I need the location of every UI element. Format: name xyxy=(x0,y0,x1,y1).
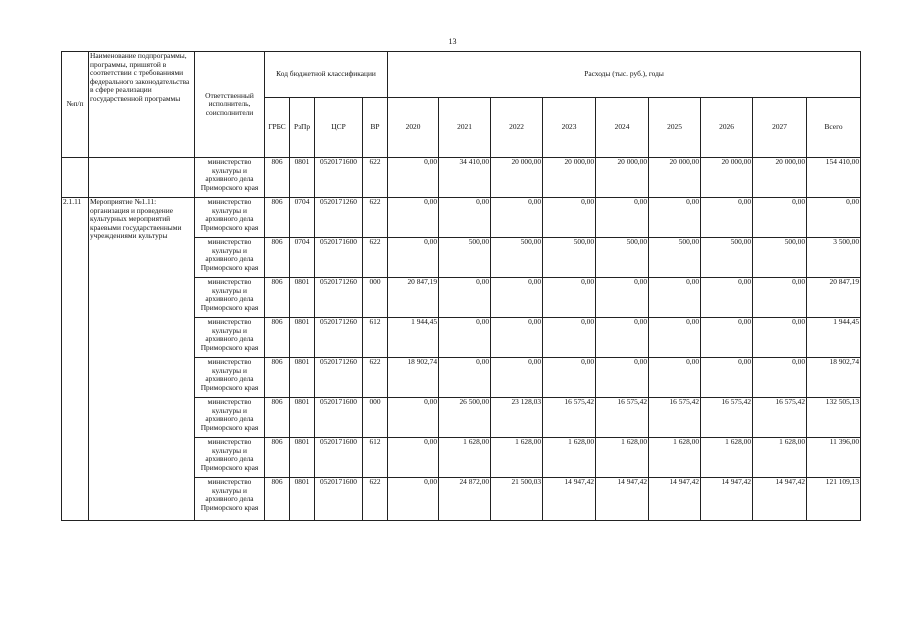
vr-cell: 000 xyxy=(363,278,388,318)
vr-cell: 612 xyxy=(363,318,388,358)
amount-cell: 0,00 xyxy=(596,358,649,398)
amount-cell: 1 628,00 xyxy=(491,438,543,478)
total-cell: 132 505,13 xyxy=(807,398,861,438)
header-year: 2023 xyxy=(543,98,596,158)
csr-cell: 0520171260 xyxy=(315,278,363,318)
grbs-cell: 806 xyxy=(265,198,290,238)
header-executor: Ответственный исполнитель, соисполнители xyxy=(195,52,265,158)
amount-cell: 0,00 xyxy=(701,358,753,398)
vr-cell: 000 xyxy=(363,398,388,438)
total-cell: 121 109,13 xyxy=(807,478,861,521)
grbs-cell: 806 xyxy=(265,478,290,521)
amount-cell: 500,00 xyxy=(596,238,649,278)
item-index: 2.1.11 xyxy=(62,198,89,521)
amount-cell: 24 872,00 xyxy=(439,478,491,521)
csr-cell: 0520171260 xyxy=(315,358,363,398)
amount-cell: 0,00 xyxy=(649,318,701,358)
vr-cell: 622 xyxy=(363,198,388,238)
amount-cell: 0,00 xyxy=(649,278,701,318)
header-number: №п/п xyxy=(62,52,89,158)
executor-cell: министерство культуры и архивного дела Приморского края xyxy=(195,238,265,278)
total-cell: 11 396,00 xyxy=(807,438,861,478)
header-year: 2021 xyxy=(439,98,491,158)
rzpr-cell: 0801 xyxy=(290,398,315,438)
amount-cell: 0,00 xyxy=(596,198,649,238)
csr-cell: 0520171600 xyxy=(315,478,363,521)
vr-cell: 612 xyxy=(363,438,388,478)
amount-cell: 0,00 xyxy=(649,358,701,398)
rzpr-cell: 0801 xyxy=(290,478,315,521)
amount-cell: 20 847,19 xyxy=(388,278,439,318)
total-cell: 1 944,45 xyxy=(807,318,861,358)
rzpr-cell: 0704 xyxy=(290,198,315,238)
header-vr: ВР xyxy=(363,98,388,158)
executor-cell: министерство культуры и архивного дела Приморского края xyxy=(195,478,265,521)
amount-cell: 26 500,00 xyxy=(439,398,491,438)
amount-cell: 0,00 xyxy=(543,198,596,238)
csr-cell: 0520171260 xyxy=(315,198,363,238)
amount-cell: 0,00 xyxy=(543,318,596,358)
table-row xyxy=(62,198,861,238)
amount-cell: 1 628,00 xyxy=(649,438,701,478)
grbs-cell: 806 xyxy=(265,398,290,438)
amount-cell: 0,00 xyxy=(439,198,491,238)
amount-cell: 1 628,00 xyxy=(439,438,491,478)
rzpr-cell: 0801 xyxy=(290,278,315,318)
amount-cell: 14 947,42 xyxy=(596,478,649,521)
amount-cell: 1 628,00 xyxy=(543,438,596,478)
amount-cell: 23 128,03 xyxy=(491,398,543,438)
amount-cell: 0,00 xyxy=(596,318,649,358)
amount-cell: 1 628,00 xyxy=(596,438,649,478)
rzpr-cell: 0801 xyxy=(290,438,315,478)
amount-cell: 0,00 xyxy=(388,478,439,521)
budget-table xyxy=(61,51,861,521)
vr-cell: 622 xyxy=(363,358,388,398)
amount-cell: 20 000,00 xyxy=(543,158,596,198)
vr-cell: 622 xyxy=(363,158,388,198)
amount-cell: 0,00 xyxy=(543,358,596,398)
total-cell: 154 410,00 xyxy=(807,158,861,198)
amount-cell: 0,00 xyxy=(753,278,807,318)
amount-cell: 0,00 xyxy=(388,198,439,238)
amount-cell: 0,00 xyxy=(596,278,649,318)
amount-cell: 20 000,00 xyxy=(649,158,701,198)
amount-cell: 0,00 xyxy=(701,318,753,358)
amount-cell: 16 575,42 xyxy=(753,398,807,438)
rzpr-cell: 0704 xyxy=(290,238,315,278)
vr-cell: 622 xyxy=(363,238,388,278)
amount-cell: 0,00 xyxy=(491,358,543,398)
amount-cell: 0,00 xyxy=(439,318,491,358)
grbs-cell: 806 xyxy=(265,318,290,358)
executor-cell: министерство культуры и архивного дела Приморского края xyxy=(195,438,265,478)
header-rzpr: РзПр xyxy=(290,98,315,158)
executor-cell: министерство культуры и архивного дела Приморского края xyxy=(195,398,265,438)
rzpr-cell: 0801 xyxy=(290,158,315,198)
amount-cell: 0,00 xyxy=(388,238,439,278)
amount-cell: 0,00 xyxy=(439,358,491,398)
row-name-empty xyxy=(89,158,195,198)
grbs-cell: 806 xyxy=(265,358,290,398)
csr-cell: 0520171600 xyxy=(315,238,363,278)
csr-cell: 0520171600 xyxy=(315,398,363,438)
header-year: 2026 xyxy=(701,98,753,158)
amount-cell: 0,00 xyxy=(388,158,439,198)
header-year: 2020 xyxy=(388,98,439,158)
executor-cell: министерство культуры и архивного дела Приморского края xyxy=(195,278,265,318)
amount-cell: 20 000,00 xyxy=(491,158,543,198)
header-grbs: ГРБС xyxy=(265,98,290,158)
amount-cell: 21 500,03 xyxy=(491,478,543,521)
total-cell: 18 902,74 xyxy=(807,358,861,398)
amount-cell: 0,00 xyxy=(491,198,543,238)
total-cell: 20 847,19 xyxy=(807,278,861,318)
amount-cell: 500,00 xyxy=(543,238,596,278)
csr-cell: 0520171260 xyxy=(315,318,363,358)
amount-cell: 20 000,00 xyxy=(596,158,649,198)
executor-cell: министерство культуры и архивного дела Приморского края xyxy=(195,358,265,398)
amount-cell: 14 947,42 xyxy=(701,478,753,521)
grbs-cell: 806 xyxy=(265,238,290,278)
amount-cell: 34 410,00 xyxy=(439,158,491,198)
executor-cell: министерство культуры и архивного дела Приморского края xyxy=(195,318,265,358)
amount-cell: 0,00 xyxy=(543,278,596,318)
amount-cell: 20 000,00 xyxy=(753,158,807,198)
amount-cell: 0,00 xyxy=(753,318,807,358)
rzpr-cell: 0801 xyxy=(290,318,315,358)
amount-cell: 14 947,42 xyxy=(753,478,807,521)
page-number: 13 xyxy=(448,37,457,46)
amount-cell: 500,00 xyxy=(491,238,543,278)
amount-cell: 18 902,74 xyxy=(388,358,439,398)
amount-cell: 16 575,42 xyxy=(649,398,701,438)
grbs-cell: 806 xyxy=(265,278,290,318)
header-year: 2022 xyxy=(491,98,543,158)
amount-cell: 0,00 xyxy=(491,318,543,358)
amount-cell: 0,00 xyxy=(491,278,543,318)
amount-cell: 0,00 xyxy=(753,358,807,398)
amount-cell: 1 628,00 xyxy=(753,438,807,478)
header-expenses: Расходы (тыс. руб.), годы xyxy=(388,52,861,98)
executor-cell: министерство культуры и архивного дела Приморского края xyxy=(195,198,265,238)
total-cell: 3 500,00 xyxy=(807,238,861,278)
amount-cell: 14 947,42 xyxy=(543,478,596,521)
grbs-cell: 806 xyxy=(265,438,290,478)
table-body xyxy=(62,158,861,521)
item-name: Мероприятие №1.11: организация и проведение культурных мероприятий краевыми государственными учреждениями культуры xyxy=(89,198,195,521)
executor-cell: министерство культуры и архивного дела Приморского края xyxy=(195,158,265,198)
amount-cell: 0,00 xyxy=(649,198,701,238)
header-budget-code: Код бюджетной классификации xyxy=(265,52,388,98)
amount-cell: 500,00 xyxy=(649,238,701,278)
csr-cell: 0520171600 xyxy=(315,438,363,478)
amount-cell: 1 944,45 xyxy=(388,318,439,358)
row-index-empty xyxy=(62,158,89,198)
amount-cell: 16 575,42 xyxy=(596,398,649,438)
amount-cell: 0,00 xyxy=(701,198,753,238)
rzpr-cell: 0801 xyxy=(290,358,315,398)
amount-cell: 0,00 xyxy=(701,278,753,318)
header-year: 2025 xyxy=(649,98,701,158)
amount-cell: 0,00 xyxy=(388,398,439,438)
vr-cell: 622 xyxy=(363,478,388,521)
amount-cell: 0,00 xyxy=(753,198,807,238)
csr-cell: 0520171600 xyxy=(315,158,363,198)
total-cell: 0,00 xyxy=(807,198,861,238)
amount-cell: 16 575,42 xyxy=(701,398,753,438)
amount-cell: 14 947,42 xyxy=(649,478,701,521)
header-year: 2027 xyxy=(753,98,807,158)
amount-cell: 0,00 xyxy=(439,278,491,318)
amount-cell: 500,00 xyxy=(439,238,491,278)
grbs-cell: 806 xyxy=(265,158,290,198)
amount-cell: 1 628,00 xyxy=(701,438,753,478)
header-year: 2024 xyxy=(596,98,649,158)
amount-cell: 20 000,00 xyxy=(701,158,753,198)
amount-cell: 500,00 xyxy=(753,238,807,278)
amount-cell: 16 575,42 xyxy=(543,398,596,438)
table-row xyxy=(62,158,861,198)
amount-cell: 500,00 xyxy=(701,238,753,278)
amount-cell: 0,00 xyxy=(388,438,439,478)
header-program-name: Наименование подпрограммы, программы, пришятой в соответствии с требованиями федерального законодательства в сфере реализации государственной программы xyxy=(89,52,195,158)
header-csr: ЦСР xyxy=(315,98,363,158)
header-total: Всего xyxy=(807,98,861,158)
